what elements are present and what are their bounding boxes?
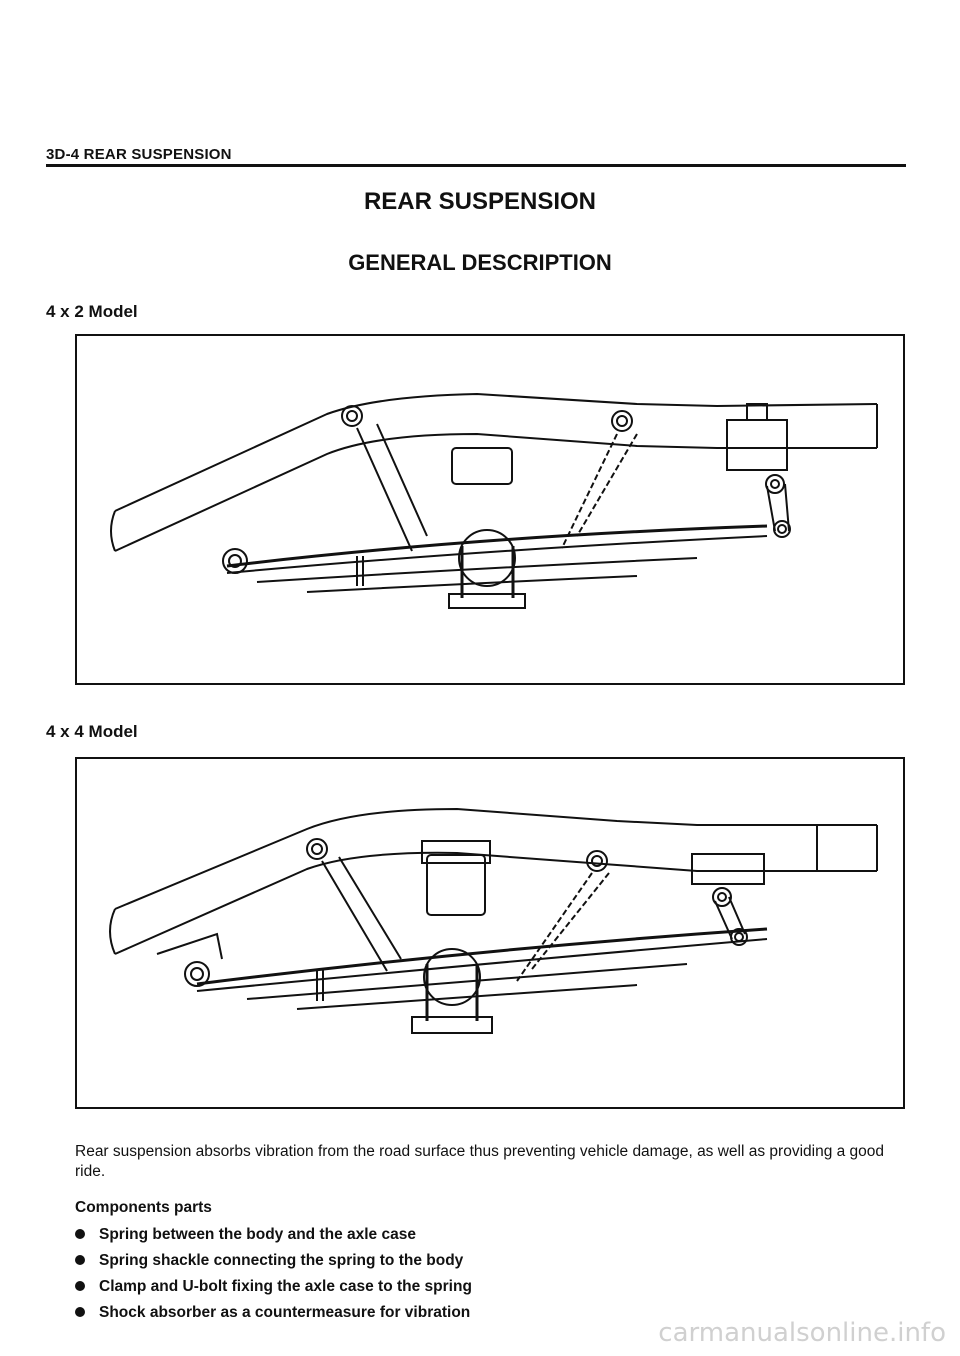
list-item: Spring shackle connecting the spring to the body bbox=[75, 1248, 472, 1274]
list-item: Shock absorber as a countermeasure for vibration bbox=[75, 1300, 472, 1326]
bullet-icon bbox=[75, 1281, 85, 1291]
figure-label-4x4: 4 x 4 Model bbox=[46, 722, 138, 741]
components-list bbox=[75, 1222, 472, 1326]
bullet-icon bbox=[75, 1229, 85, 1239]
list-item: Spring between the body and the axle case bbox=[75, 1222, 472, 1248]
suspension-diagram-4x4 bbox=[77, 759, 903, 1107]
bullet-icon bbox=[75, 1307, 85, 1317]
list-item: Clamp and U-bolt fixing the axle case to the spring bbox=[75, 1274, 472, 1300]
bullet-icon bbox=[75, 1255, 85, 1265]
suspension-diagram-4x2 bbox=[77, 336, 903, 683]
components-heading: Components parts bbox=[75, 1199, 212, 1216]
section-title: GENERAL DESCRIPTION bbox=[348, 250, 612, 275]
section-header: 3D-4 REAR SUSPENSION bbox=[46, 146, 232, 163]
figure-4x2-suspension bbox=[75, 334, 905, 685]
figure-4x4-suspension bbox=[75, 757, 905, 1109]
page-title: REAR SUSPENSION bbox=[363, 188, 597, 215]
description-paragraph: Rear suspension absorbs vibration from the road surface thus preventing vehicle damage, as well as providing a good ride. bbox=[75, 1143, 885, 1180]
figure-label-4x2: 4 x 2 Model bbox=[46, 302, 138, 321]
watermark: carmanualsonline.info bbox=[658, 1318, 946, 1348]
header-rule bbox=[46, 164, 906, 167]
